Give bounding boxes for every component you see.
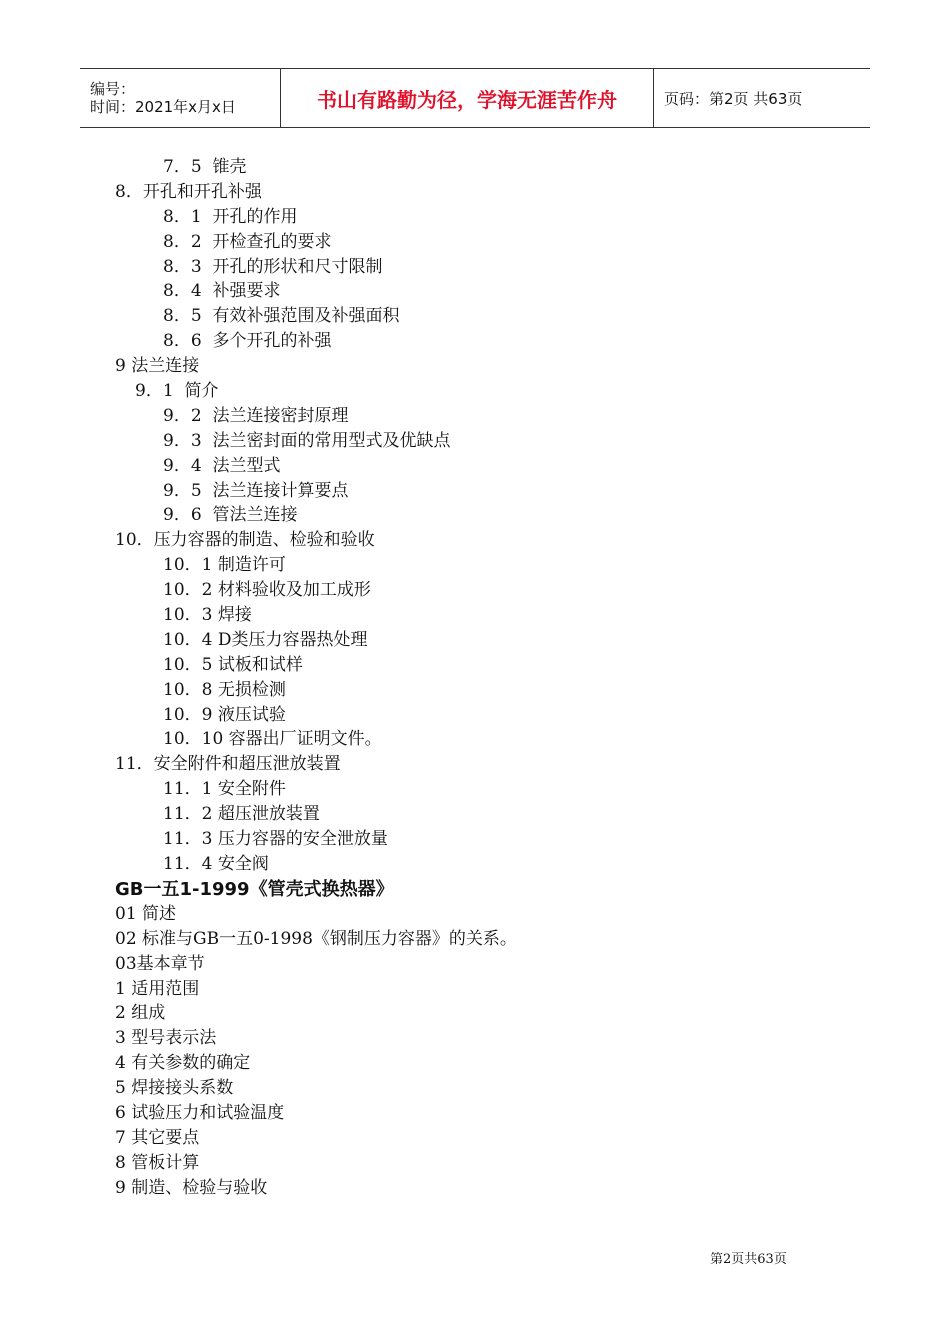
toc-line: 11．3 压力容器的安全泄放量 xyxy=(163,829,388,850)
toc-line: 10．9 液压试验 xyxy=(163,704,286,725)
toc-line: 9．4 法兰型式 xyxy=(163,455,281,476)
toc-line: 10．2 材料验收及加工成形 xyxy=(163,580,371,601)
motto-text: 书山有路勤为径，学海无涯苦作舟 xyxy=(317,87,617,112)
toc-line: 01 简述 xyxy=(115,903,177,924)
toc-line: 11．2 超压泄放装置 xyxy=(163,804,320,825)
toc-line: 9．1 简介 xyxy=(135,381,219,402)
toc-line: 9．6 管法兰连接 xyxy=(163,505,298,526)
toc-line: 1 适用范围 xyxy=(115,978,200,999)
toc-line: 8．1 开孔的作用 xyxy=(163,206,298,227)
toc-line: 11．4 安全阀 xyxy=(163,853,269,874)
document-body xyxy=(0,155,950,1201)
toc-line: 8．3 开孔的形状和尺寸限制 xyxy=(163,256,383,277)
toc-line: 10．5 试板和试样 xyxy=(163,654,303,675)
toc-line: 02 标准与GB一五0-1998《钢制压力容器》的关系。 xyxy=(115,928,517,949)
toc-line: 9 制造、检验与验收 xyxy=(115,1177,268,1198)
toc-line: 8．4 补强要求 xyxy=(163,281,281,302)
toc-line: 8．开孔和开孔补强 xyxy=(115,181,262,202)
toc-line: 9．5 法兰连接计算要点 xyxy=(163,480,349,501)
toc-line: 9．2 法兰连接密封原理 xyxy=(163,405,349,426)
toc-line: 10．10 容器出厂证明文件。 xyxy=(163,729,382,750)
section-heading: GB一五1-1999《管壳式换热器》 xyxy=(115,878,394,900)
toc-line: 11．1 安全附件 xyxy=(163,779,286,800)
toc-line: 10．压力容器的制造、检验和验收 xyxy=(115,530,375,551)
page-header xyxy=(80,68,870,128)
toc-line: 7 其它要点 xyxy=(115,1127,200,1148)
toc-line: 6 试验压力和试验温度 xyxy=(115,1102,285,1123)
toc-line: 9．3 法兰密封面的常用型式及优缺点 xyxy=(163,430,451,451)
page-footer: 第2页共63页 xyxy=(710,1252,787,1267)
toc-line: 11．安全附件和超压泄放装置 xyxy=(115,754,341,775)
header-page-cell xyxy=(654,69,870,127)
toc-line: 8．5 有效补强范围及补强面积 xyxy=(163,306,400,327)
toc-line: 4 有关参数的确定 xyxy=(115,1053,251,1074)
toc-line: 03基本章节 xyxy=(115,953,205,974)
toc-line: 2 组成 xyxy=(115,1003,166,1024)
time-label: 时间：2021年x月x日 xyxy=(90,98,236,116)
toc-line: 10．3 焊接 xyxy=(163,605,252,626)
toc-line: 10．4 D类压力容器热处理 xyxy=(163,629,368,650)
toc-line: 8 管板计算 xyxy=(115,1152,200,1173)
toc-line: 10．8 无损检测 xyxy=(163,679,286,700)
header-motto-cell xyxy=(281,69,654,127)
toc-line: 8．6 多个开孔的补强 xyxy=(163,331,332,352)
toc-line: 3 型号表示法 xyxy=(115,1028,217,1049)
toc-line: 9 法兰连接 xyxy=(115,356,200,377)
number-label: 编号： xyxy=(90,80,136,98)
toc-line: 8．2 开检查孔的要求 xyxy=(163,231,332,252)
page-label: 页码：第2页 共63页 xyxy=(664,89,803,108)
toc-line: 10．1 制造许可 xyxy=(163,555,286,576)
toc-line: 7．5 锥壳 xyxy=(163,157,247,177)
toc-line: 5 焊接接头系数 xyxy=(115,1078,234,1099)
header-info-cell xyxy=(80,69,281,127)
